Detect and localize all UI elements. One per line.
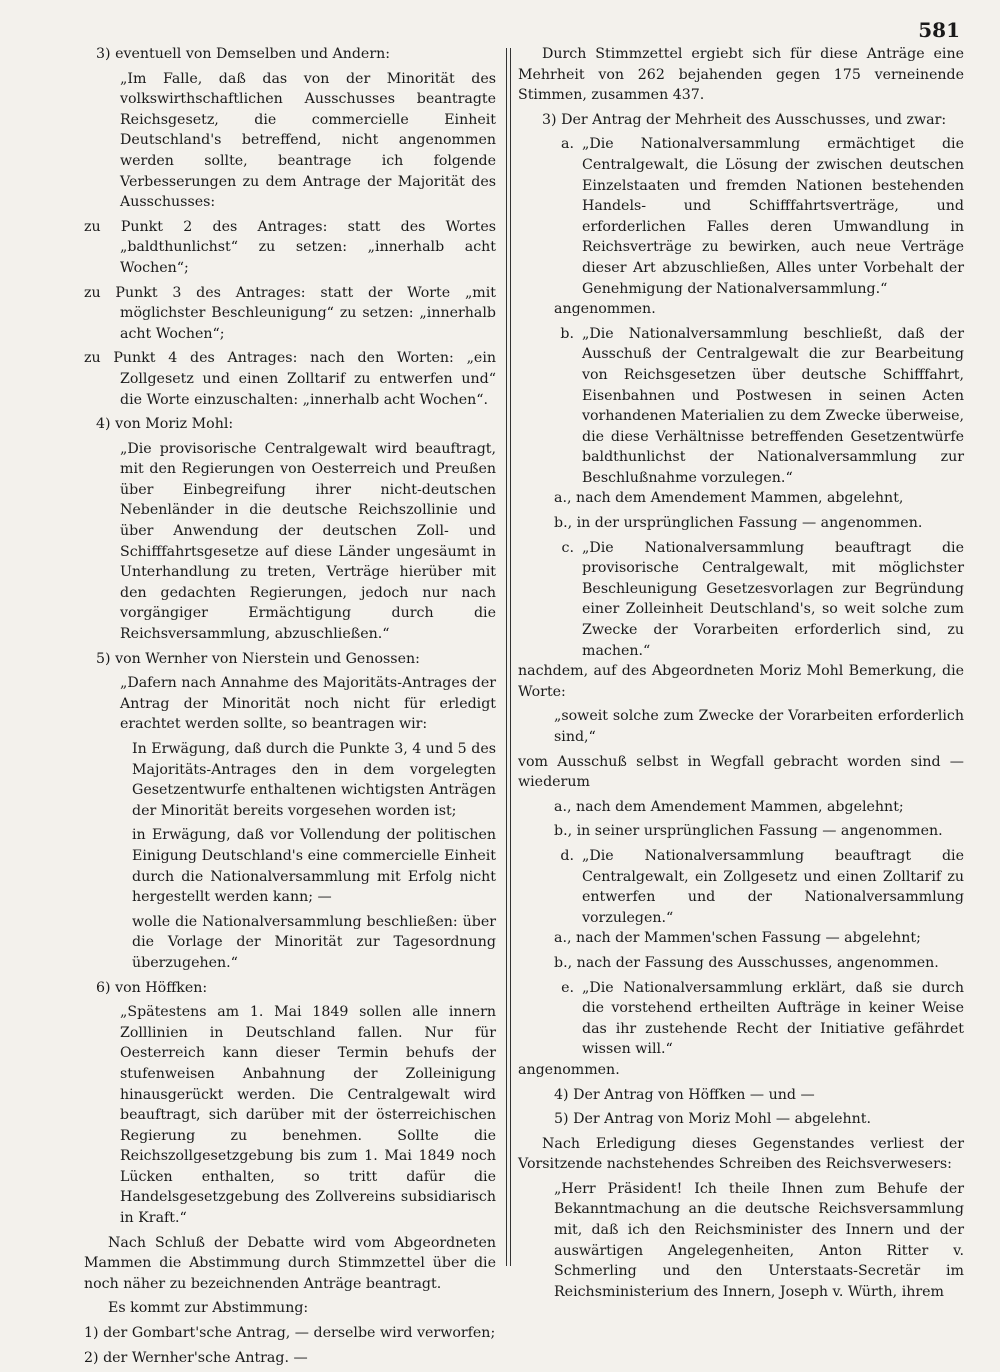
item-text: „Die Nationalversammlung beauftragt die Centralgewalt, ein Zollgesetz und einen Zolltarif zu entwerfen und der Nationalversammlung vorzulegen.“ — [582, 847, 964, 926]
motion-item-d — [518, 846, 964, 928]
motion-item-e — [518, 978, 964, 1060]
vote-result: b., in der ursprünglichen Fassung — angenommen. — [554, 515, 923, 532]
motion-heading: 4) von Moriz Mohl: — [96, 416, 234, 433]
motion-item-c — [518, 538, 964, 662]
amendment-point: zu Punkt 2 des Antrages: statt des Wortes „baldthunlichst“ zu setzen: „innerhalb acht Wochen“; — [84, 218, 496, 276]
motion-text: „Spätestens am 1. Mai 1849 sollen alle innern Zolllinien in Deutschland fallen. Nur für Oesterreich kann dieser Termin behufs der stufenweisen Anbahnung der Zolleinigung hinausgerückt werden. Die Centralgewalt wird beauftragt, sich darüber mit der österreichischen Regierung zu benehmen. Sollte die Reichszollgesetzgebung bis zum 1. Mai 1849 noch Lücken enthalten, so tritt dafür die Handelsgesetzgebung des Zollvereins subsidiarisch in Kraft.“ — [120, 1004, 496, 1227]
motion-text: „Dafern nach Annahme des Majoritäts-Antrages der Antrag der Minorität noch nicht für erledigt erachtet werden sollte, so beantragen wir: — [120, 675, 496, 733]
item-label: b. — [560, 325, 574, 342]
motion-text: In Erwägung, daß durch die Punkte 3, 4 und 5 des Majoritäts-Antrages den in dem vorgelegten Gesetzentwurfe enthaltenen wichtigsten Anträgen der Minorität bereits vorgesehen worden ist; — [132, 741, 496, 819]
motion-heading: 6) von Höffken: — [96, 979, 208, 996]
item-label: c. — [561, 539, 574, 556]
item-text: „Die Nationalversammlung beschließt, daß der Ausschuß der Centralgewalt die zur Bearbeitung von Reichsgesetzen über deutsche Schifffahrt, Eisenbahnen und Postwesen in seinen Acten vorhandenen Materialien zu dem Zwecke überweise, die diese Verhältnisse betreffenden Gesetzentwürfe baldthunlichst der Nationalversammlung zur Beschlußnahme vorzulegen.“ — [582, 325, 964, 486]
body-paragraph: vom Ausschuß selbst in Wegfall gebracht worden sind — wiederum — [518, 753, 964, 791]
vote-result: 1) der Gombart'sche Antrag, — derselbe wird verworfen; — [84, 1325, 496, 1342]
motion-text: „Die provisorische Centralgewalt wird beauftragt, mit den Regierungen von Oesterreich und Preußen über Einbegreifung ihrer nicht-deutschen Nebenländer in die deutsche Reichszollinie und über Anwendung der deutschen Zoll- und Schifffahrtsgesetze auf diese Länder ungesäumt in Unterhandlung zu treten, Verträge hierüber mit den gedachten Regierungen, jedoch nur nach vorgängiger Ermächtigung durch die Reichsversammlung, abzuschließen.“ — [120, 440, 496, 643]
vote-result: b., nach der Fassung des Ausschusses, angenommen. — [554, 954, 939, 971]
letter-text: „Herr Präsident! Ich theile Ihnen zum Behufe der Bekanntmachung an die deutsche Reichsversammlung mit, daß ich den Reichsminister des Innern und der auswärtigen Angelegenheiten, Anton Ritter v. Schmerling und den Unterstaats-Secretär im Reichsministerium des Innern, Joseph v. Würth, ihrem — [554, 1180, 964, 1300]
item-label: d. — [560, 847, 574, 864]
motion-text: in Erwägung, daß vor Vollendung der politischen Einigung Deutschland's eine commercielle Einheit durch die Nationalversammlung mit Erfolg nicht hergestellt werden kann; — — [132, 827, 496, 906]
motion-text: wolle die Nationalversammlung beschließen: über die Vorlage der Minorität zur Tagesordnung überzugehen.“ — [132, 913, 496, 971]
quoted-words: „soweit solche zum Zwecke der Vorarbeiten erforderlich sind,“ — [554, 708, 964, 745]
right-column — [518, 44, 964, 1306]
left-column — [84, 44, 496, 1372]
motion-heading: 5) von Wernher von Nierstein und Genossen: — [96, 650, 420, 667]
body-paragraph: Nach Erledigung dieses Gegenstandes verliest der Vorsitzende nachstehendes Schreiben des Reichsverwesers: — [518, 1135, 964, 1173]
amendment-point: zu Punkt 3 des Antrages: statt der Worte „mit möglichster Beschleunigung“ zu setzen: „innerhalb acht Wochen“; — [84, 284, 496, 342]
vote-result: a., nach dem Amendement Mammen, abgelehnt, — [554, 490, 904, 507]
body-paragraph: Es kommt zur Abstimmung: — [108, 1300, 309, 1317]
vote-result: angenommen. — [518, 1061, 620, 1078]
motion-heading: 3) Der Antrag der Mehrheit des Ausschusses, und zwar: — [542, 111, 947, 128]
body-paragraph: Nach Schluß der Debatte wird vom Abgeordneten Mammen die Abstimmung durch Stimmzettel über die noch näher zu bezeichnenden Anträge beantragt. — [84, 1234, 496, 1292]
item-text: „Die Nationalversammlung beauftragt die provisorische Centralgewalt, mit möglichster Beschleunigung Gesetzesvorlagen zur Begründung einer Zolleinheit Deutschland's, so weit solche zum Zwecke der Vorarbeiten erforderlich sind, zu machen.“ — [582, 539, 964, 659]
vote-result: 4) Der Antrag von Höffken — und — — [554, 1086, 815, 1103]
motion-item-a — [518, 134, 964, 299]
page-number: 581 — [918, 18, 960, 42]
motion-heading: 3) eventuell von Demselben und Andern: — [96, 46, 391, 62]
vote-result: b., in seiner ursprünglichen Fassung — angenommen. — [554, 823, 943, 840]
vote-result: 2) der Wernher'sche Antrag. — — [84, 1349, 308, 1366]
vote-result: angenommen. — [554, 301, 656, 318]
item-label: a. — [561, 136, 574, 153]
item-text: „Die Nationalversammlung ermächtiget die Centralgewalt, die Lösung der zwischen deutschen Einzelstaaten und fremden Nationen bestehenden Handels- und Schifffahrtsverträge, und erforderlichen Falles deren Umwandlung in Reichsverträge zu bewirken, auch neue Verträge dieser Art abzuschließen, Alles unter Vorbehalt der Genehmigung der Nationalversammlung.“ — [582, 136, 964, 297]
motion-text: „Im Falle, daß das von der Minorität des volkswirthschaftlichen Ausschusses beantragte Reichsgesetz, die commercielle Einheit Deutschland's betreffend, nicht angenommen werden sollte, beantrage ich folgende Verbesserungen zu dem Antrage der Majorität des Ausschusses: — [120, 70, 496, 211]
item-text: „Die Nationalversammlung erklärt, daß sie durch die vorstehend ertheilten Aufträge in keiner Weise das ihr zustehende Recht der Initiative gefährdet wissen will.“ — [582, 979, 964, 1058]
vote-result: a., nach dem Amendement Mammen, abgelehnt; — [554, 798, 904, 815]
vote-result: 5) Der Antrag von Moriz Mohl — abgelehnt. — [554, 1111, 872, 1128]
body-paragraph: nachdem, auf des Abgeordneten Moriz Mohl Bemerkung, die Worte: — [518, 663, 964, 700]
column-divider — [506, 48, 511, 1266]
motion-item-b — [518, 324, 964, 489]
vote-result: a., nach der Mammen'schen Fassung — abgelehnt; — [554, 930, 921, 947]
body-paragraph: Durch Stimmzettel ergiebt sich für diese Anträge eine Mehrheit von 262 bejahenden gegen 175 verneinende Stimmen, zusammen 437. — [518, 46, 964, 104]
amendment-point: zu Punkt 4 des Antrages: nach den Worten: „ein Zollgesetz und einen Zolltarif zu entwerfen und“ die Worte einzuschalten: „innerhalb acht Wochen“. — [84, 350, 496, 408]
item-label: e. — [561, 979, 574, 996]
